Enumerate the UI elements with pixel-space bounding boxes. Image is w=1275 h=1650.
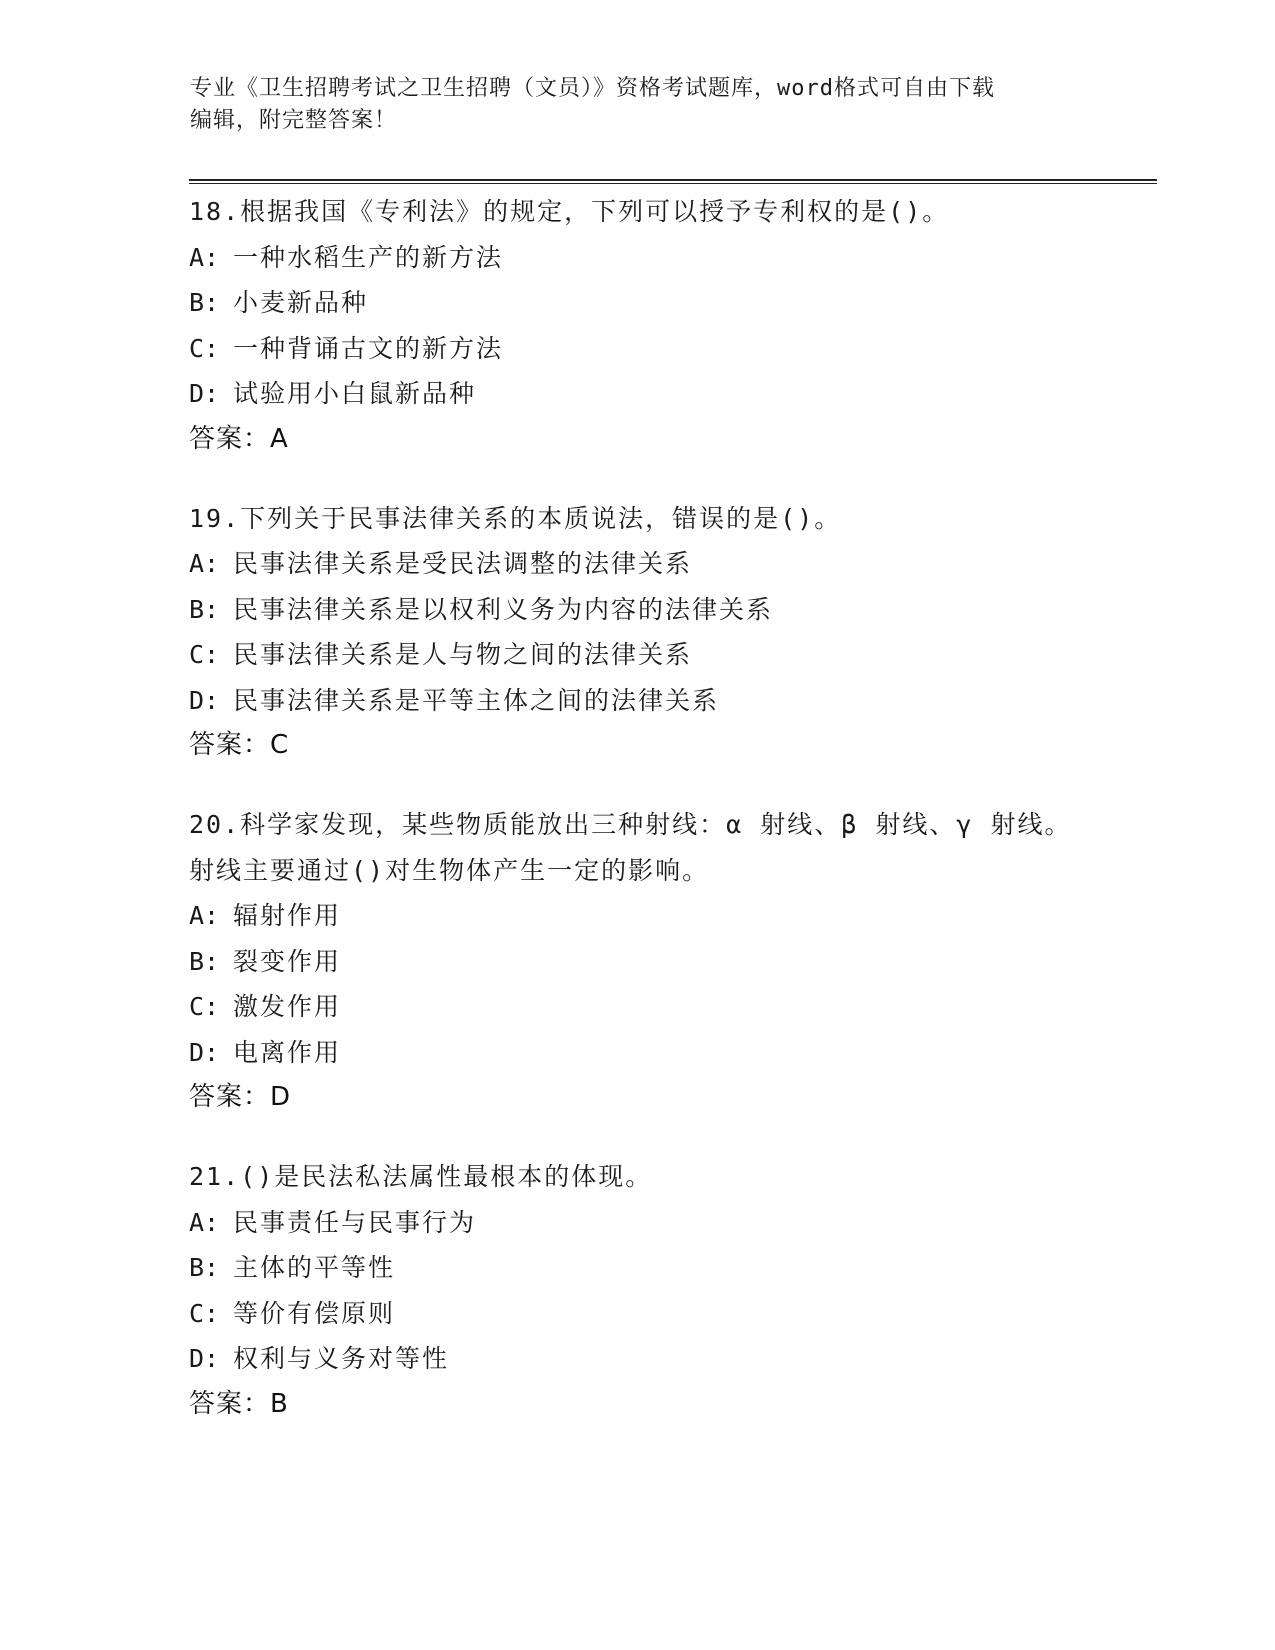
answer-value: A bbox=[270, 423, 288, 454]
option-b bbox=[189, 1245, 1089, 1291]
option-letter: B: bbox=[189, 946, 220, 976]
option-text: 等价有偿原则 bbox=[233, 1298, 396, 1328]
question-18 bbox=[189, 189, 1089, 462]
option-text: 裂变作用 bbox=[233, 946, 342, 976]
option-letter: A: bbox=[189, 242, 220, 272]
question-stem: 19.下列关于民事法律关系的本质说法，错误的是()。 bbox=[189, 503, 842, 533]
answer-line bbox=[189, 1075, 1089, 1120]
question-stem: 21.()是民法私法属性最根本的体现。 bbox=[189, 1162, 653, 1191]
question-stem: 18.根据我国《专利法》的规定，下列可以授予专利权的是()。 bbox=[189, 197, 950, 226]
question-19 bbox=[189, 496, 1089, 769]
option-d bbox=[189, 678, 1089, 724]
option-text: 辐射作用 bbox=[233, 901, 342, 930]
answer-line bbox=[189, 1382, 1089, 1427]
header-divider bbox=[189, 179, 1157, 184]
option-letter: C: bbox=[189, 1298, 220, 1328]
option-b bbox=[189, 587, 1089, 633]
option-text: 民事法律关系是以权利义务为内容的法律关系 bbox=[233, 594, 774, 624]
option-letter: C: bbox=[189, 640, 220, 669]
question-list bbox=[189, 189, 1089, 1461]
option-text: 民事责任与民事行为 bbox=[233, 1207, 477, 1237]
header-line-2: 编辑，附完整答案！ bbox=[190, 108, 398, 133]
option-text: 主体的平等性 bbox=[233, 1253, 396, 1282]
option-letter: D: bbox=[189, 379, 220, 408]
option-d bbox=[189, 371, 1089, 417]
option-text: 民事法律关系是平等主体之间的法律关系 bbox=[233, 685, 720, 715]
document-header bbox=[190, 73, 1090, 137]
header-line-1: 专业《卫生招聘考试之卫生招聘（文员）》资格考试题库，word格式可自由下载 bbox=[190, 76, 995, 101]
option-letter: B: bbox=[189, 594, 220, 624]
answer-label: 答案： bbox=[189, 730, 271, 760]
option-letter: D: bbox=[189, 1037, 220, 1067]
option-text: 一种水稻生产的新方法 bbox=[233, 242, 504, 272]
question-20 bbox=[189, 802, 1089, 1120]
answer-label: 答案： bbox=[189, 1082, 271, 1112]
option-c bbox=[189, 1291, 1089, 1337]
option-text: 权利与义务对等性 bbox=[233, 1344, 450, 1373]
option-letter: C: bbox=[189, 992, 220, 1021]
option-d bbox=[189, 1030, 1089, 1076]
answer-line bbox=[189, 417, 1089, 462]
answer-label: 答案： bbox=[189, 1388, 271, 1419]
answer-label: 答案： bbox=[189, 423, 271, 454]
option-b bbox=[189, 939, 1089, 985]
option-a bbox=[189, 1200, 1089, 1246]
option-letter: B: bbox=[189, 288, 220, 317]
option-c bbox=[189, 984, 1089, 1030]
option-text: 小麦新品种 bbox=[233, 288, 369, 317]
answer-value: B bbox=[270, 1388, 288, 1419]
option-text: 民事法律关系是人与物之间的法律关系 bbox=[233, 640, 693, 669]
option-d bbox=[189, 1336, 1089, 1382]
question-21 bbox=[189, 1154, 1089, 1427]
option-a bbox=[189, 235, 1089, 281]
option-letter: A: bbox=[189, 549, 220, 578]
option-letter: B: bbox=[189, 1253, 220, 1282]
option-text: 一种背诵古文的新方法 bbox=[233, 333, 504, 363]
option-letter: D: bbox=[189, 1344, 220, 1373]
option-c bbox=[189, 326, 1089, 372]
answer-value: D bbox=[270, 1082, 291, 1112]
option-a bbox=[189, 893, 1089, 939]
answer-value: C bbox=[270, 730, 289, 760]
option-text: 民事法律关系是受民法调整的法律关系 bbox=[233, 549, 693, 578]
option-c bbox=[189, 632, 1089, 678]
answer-line bbox=[189, 723, 1089, 768]
option-text: 激发作用 bbox=[233, 992, 342, 1021]
option-letter: C: bbox=[189, 333, 220, 363]
option-b bbox=[189, 280, 1089, 326]
option-letter: D: bbox=[189, 685, 220, 715]
option-text: 电离作用 bbox=[233, 1037, 342, 1067]
option-a bbox=[189, 541, 1089, 587]
option-letter: A: bbox=[189, 1207, 220, 1237]
question-stem: 20.科学家发现，某些物质能放出三种射线：α 射线、β 射线、γ 射线。射线主要通过()对生物体产生一定的影响。 bbox=[189, 810, 1072, 885]
option-letter: A: bbox=[189, 901, 220, 930]
option-text: 试验用小白鼠新品种 bbox=[233, 379, 477, 408]
